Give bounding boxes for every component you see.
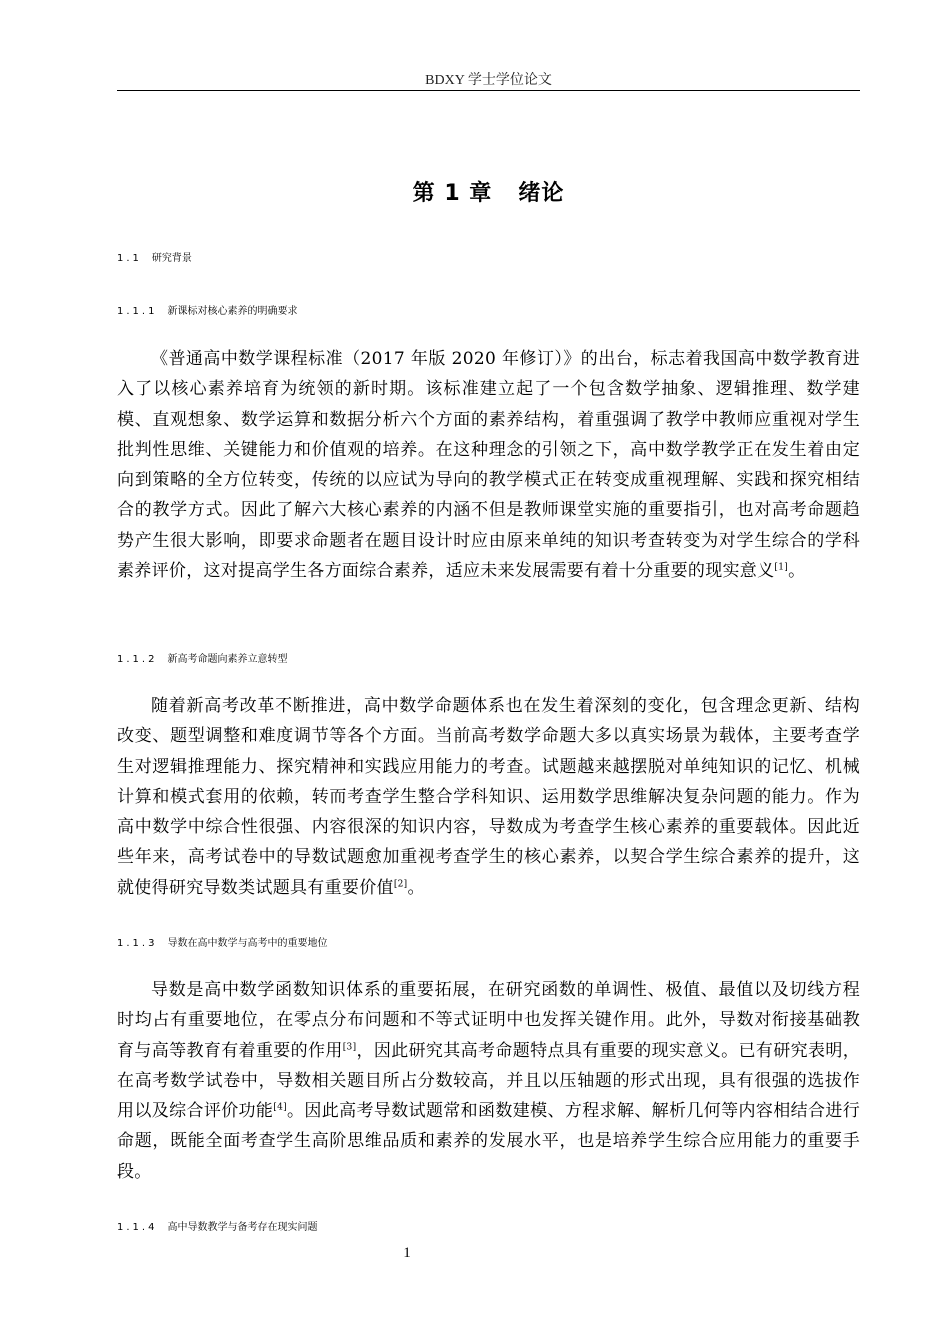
citation-ref: [3] [342, 1041, 357, 1052]
citation-ref: [1] [774, 562, 789, 573]
paragraph-text: ，因此研究其高考命题特点具有重要的现实意义。已有研究表明，在高考数学试卷中，导数相关题目所占分数较高，并且以压轴题的形式出现，具有很强的选拔作用以及综合评价功能 [117, 1040, 860, 1122]
body-paragraph-1 [117, 344, 860, 586]
subsection-heading-3 [117, 937, 327, 951]
citation-ref: [2] [393, 879, 408, 890]
body-paragraph-2 [117, 691, 860, 903]
subsection-number: 1.1.1 [117, 306, 158, 317]
running-header: BDXY 学士学位论文 [425, 73, 552, 88]
subsection-title: 新课标对核心素养的明确要求 [167, 306, 298, 317]
paragraph-end: 。 [788, 561, 806, 582]
chapter-name: 绪论 [518, 181, 565, 206]
body-paragraph-3 [117, 975, 860, 1187]
chapter-number: 第 1 章 [412, 181, 493, 206]
subsection-heading-2 [117, 653, 287, 667]
subsection-heading-4 [117, 1221, 317, 1235]
subsection-title: 导数在高中数学与高考中的重要地位 [167, 938, 328, 949]
paragraph-text: 导数是高中数学函数知识体系的重要拓展，在研究函数的单调性、极值、最值以及切线方程时均占有重要地位，在零点分布问题和不等式证明中也发挥关键作用。此外，导数对衔接基础教育与高等教育有着重要的作用 [117, 980, 860, 1061]
section-title: 研究背景 [151, 253, 192, 264]
paragraph-text: 。因此高考导数试题常和函数建模、方程求解、解析几何等内容相结合进行命题，既能全面考查学生高阶思维品质和素养的发展水平，也是培养学生综合应用能力的重要手段。 [117, 1101, 860, 1182]
paragraph-text: 随着新高考改革不断推进，高中数学命题体系也在发生着深刻的变化，包含理念更新、结构改变、题型调整和难度调节等各个方面。当前高考数学命题大多以真实场景为载体，主要考查学生对逻辑推理能力、探究精神和实践应用能力的考查。试题越来越摆脱对单纯知识的记忆、机械计算和模式套用的依赖，转而考查学生整合学科知识、运用数学思维解决复杂问题的能力。作为高中数学中综合性很强、内容很深的知识内容，导数成为考查学生核心素养的重要载体。因此近些年来，高考试卷中的导数试题愈加重视考查学生的核心素养，以契合学生综合素养的提升，这就使得研究导数类试题具有重要价值 [117, 696, 860, 898]
section-heading [117, 252, 192, 266]
subsection-title: 新高考命题向素养立意转型 [167, 654, 288, 665]
section-number: 1.1 [117, 253, 142, 264]
paragraph-end: 。 [407, 877, 425, 898]
page-number: 1 [403, 1245, 411, 1261]
subsection-title: 高中导数教学与备考存在现实问题 [167, 1222, 318, 1233]
subsection-number: 1.1.2 [117, 654, 158, 665]
subsection-number: 1.1.3 [117, 938, 158, 949]
paragraph-text: 《普通高中数学课程标准（2017 年版 2020 年修订）》的出台，标志着我国高中数学教育进入了以核心素养培育为统领的新时期。该标准建立起了一个包含数学抽象、逻辑推理、数学建模、直观想象、数学运算和数据分析六个方面的素养结构，着重强调了教学中教师应重视对学生批判性思维、关键能力和价值观的培养。在这种理念的引领之下，高中数学教学正在发生着由定向到策略的全方位转变，传统的以应试为导向的教学模式正在转变成重视理解、实践和探究相结合的教学方式。因此了解六大核心素养的内涵不但是教师课堂实施的重要指引，也对高考命题趋势产生很大影响，即要求命题者在题目设计时应由原来单纯的知识考查转变为对学生综合的学科素养评价，这对提高学生各方面综合素养，适应未来发展需要有着十分重要的现实意义 [117, 349, 860, 582]
header-rule [117, 90, 860, 91]
subsection-heading-1 [117, 305, 297, 319]
subsection-number: 1.1.4 [117, 1222, 158, 1233]
citation-ref: [4] [273, 1102, 287, 1113]
chapter-title [117, 176, 860, 212]
